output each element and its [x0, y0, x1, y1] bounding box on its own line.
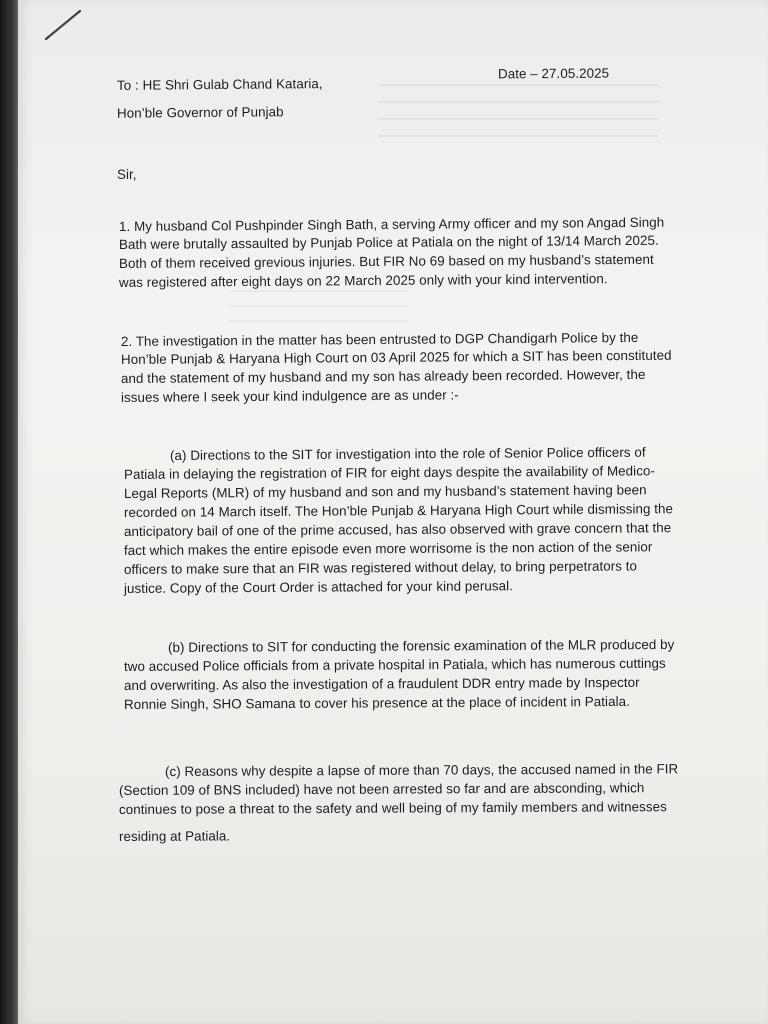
recipient-designation: Hon’ble Governor of Punjab	[116, 104, 284, 121]
salutation: Sir,	[117, 167, 137, 182]
item-c-line-3: continues to pose a threat to the safety and well being of my family members and witnesses	[118, 799, 667, 817]
item-a-line-6: fact which makes the entire episode even more worrisome is the non action of the senior	[123, 539, 653, 558]
para2-line-2: Hon’ble Punjab & Haryana High Court on 03 April 2025 for which a SIT has been constituted	[120, 347, 672, 367]
para2-line-3: and the statement of my husband and my son has already been recorded. However, the	[120, 366, 646, 386]
recipient-line: To : HE Shri Gulab Chand Kataria,	[116, 76, 323, 93]
item-a-line-1: (a) Directions to the SIT for investigation into the role of Senior Police officers of	[169, 444, 646, 463]
para1-line-4: was registered after eight days on 22 March 2025 only with your kind intervention.	[118, 271, 608, 290]
para1-line-2: Bath were brutally assaulted by Punjab Police at Patiala on the night of 13/14 March 2025.	[118, 232, 659, 252]
item-b-line-3: and overwriting. As also the investigation of a fraudulent DDR entry made by Inspector	[123, 674, 640, 693]
item-a-line-3: Legal Reports (MLR) of my husband and son and my husband’s statement having been	[123, 482, 647, 501]
item-a-line-8: justice. Copy of the Court Order is attached for your kind perusal.	[123, 578, 513, 596]
item-b-line-2: two accused Police officials from a private hospital in Patiala, which has numerous cuttings	[123, 655, 666, 674]
item-a-line-2: Patiala in delaying the registration of FIR for eight days despite the availability of Medico-	[123, 463, 655, 482]
letter-date: Date – 27.05.2025	[497, 65, 610, 82]
pen-stroke-icon	[44, 8, 84, 42]
item-c-line-4: residing at Patiala.	[118, 828, 231, 844]
item-b-line-1: (b) Directions to SIT for conducting the forensic examination of the MLR produced by	[167, 636, 675, 655]
para2-line-4: issues where I seek your kind indulgence are as under :-	[120, 387, 459, 405]
para1-line-1: 1. My husband Col Pushpinder Singh Bath, a serving Army officer and my son Angad Singh	[118, 214, 665, 234]
item-b-line-4: Ronnie Singh, SHO Samana to cover his presence at the place of incident in Patiala.	[123, 693, 630, 712]
para2-line-1: 2. The investigation in the matter has been entrusted to DGP Chandigarh Police by the	[120, 329, 639, 349]
item-a-line-4: recorded on 14 March itself. The Hon’ble Punjab & Haryana High Court while dismissing the	[123, 501, 674, 520]
item-c-line-1: (c) Reasons why despite a lapse of more than 70 days, the accused named in the FIR	[164, 761, 679, 779]
item-c-line-2: (Section 109 of BNS included) have not been arrested so far and are absconding, which	[118, 780, 645, 798]
para1-line-3: Both of them received grevious injuries. But FIR No 69 based on my husband’s statement	[118, 251, 654, 271]
item-a-line-5: anticipatory bail of one of the prime accused, has also observed with grave concern that the	[123, 520, 672, 539]
item-a-line-7: officers to make sure that an FIR was registered without delay, to bring perpetrators to	[123, 558, 638, 577]
show-through-text	[378, 84, 658, 144]
show-through-text	[228, 290, 408, 322]
